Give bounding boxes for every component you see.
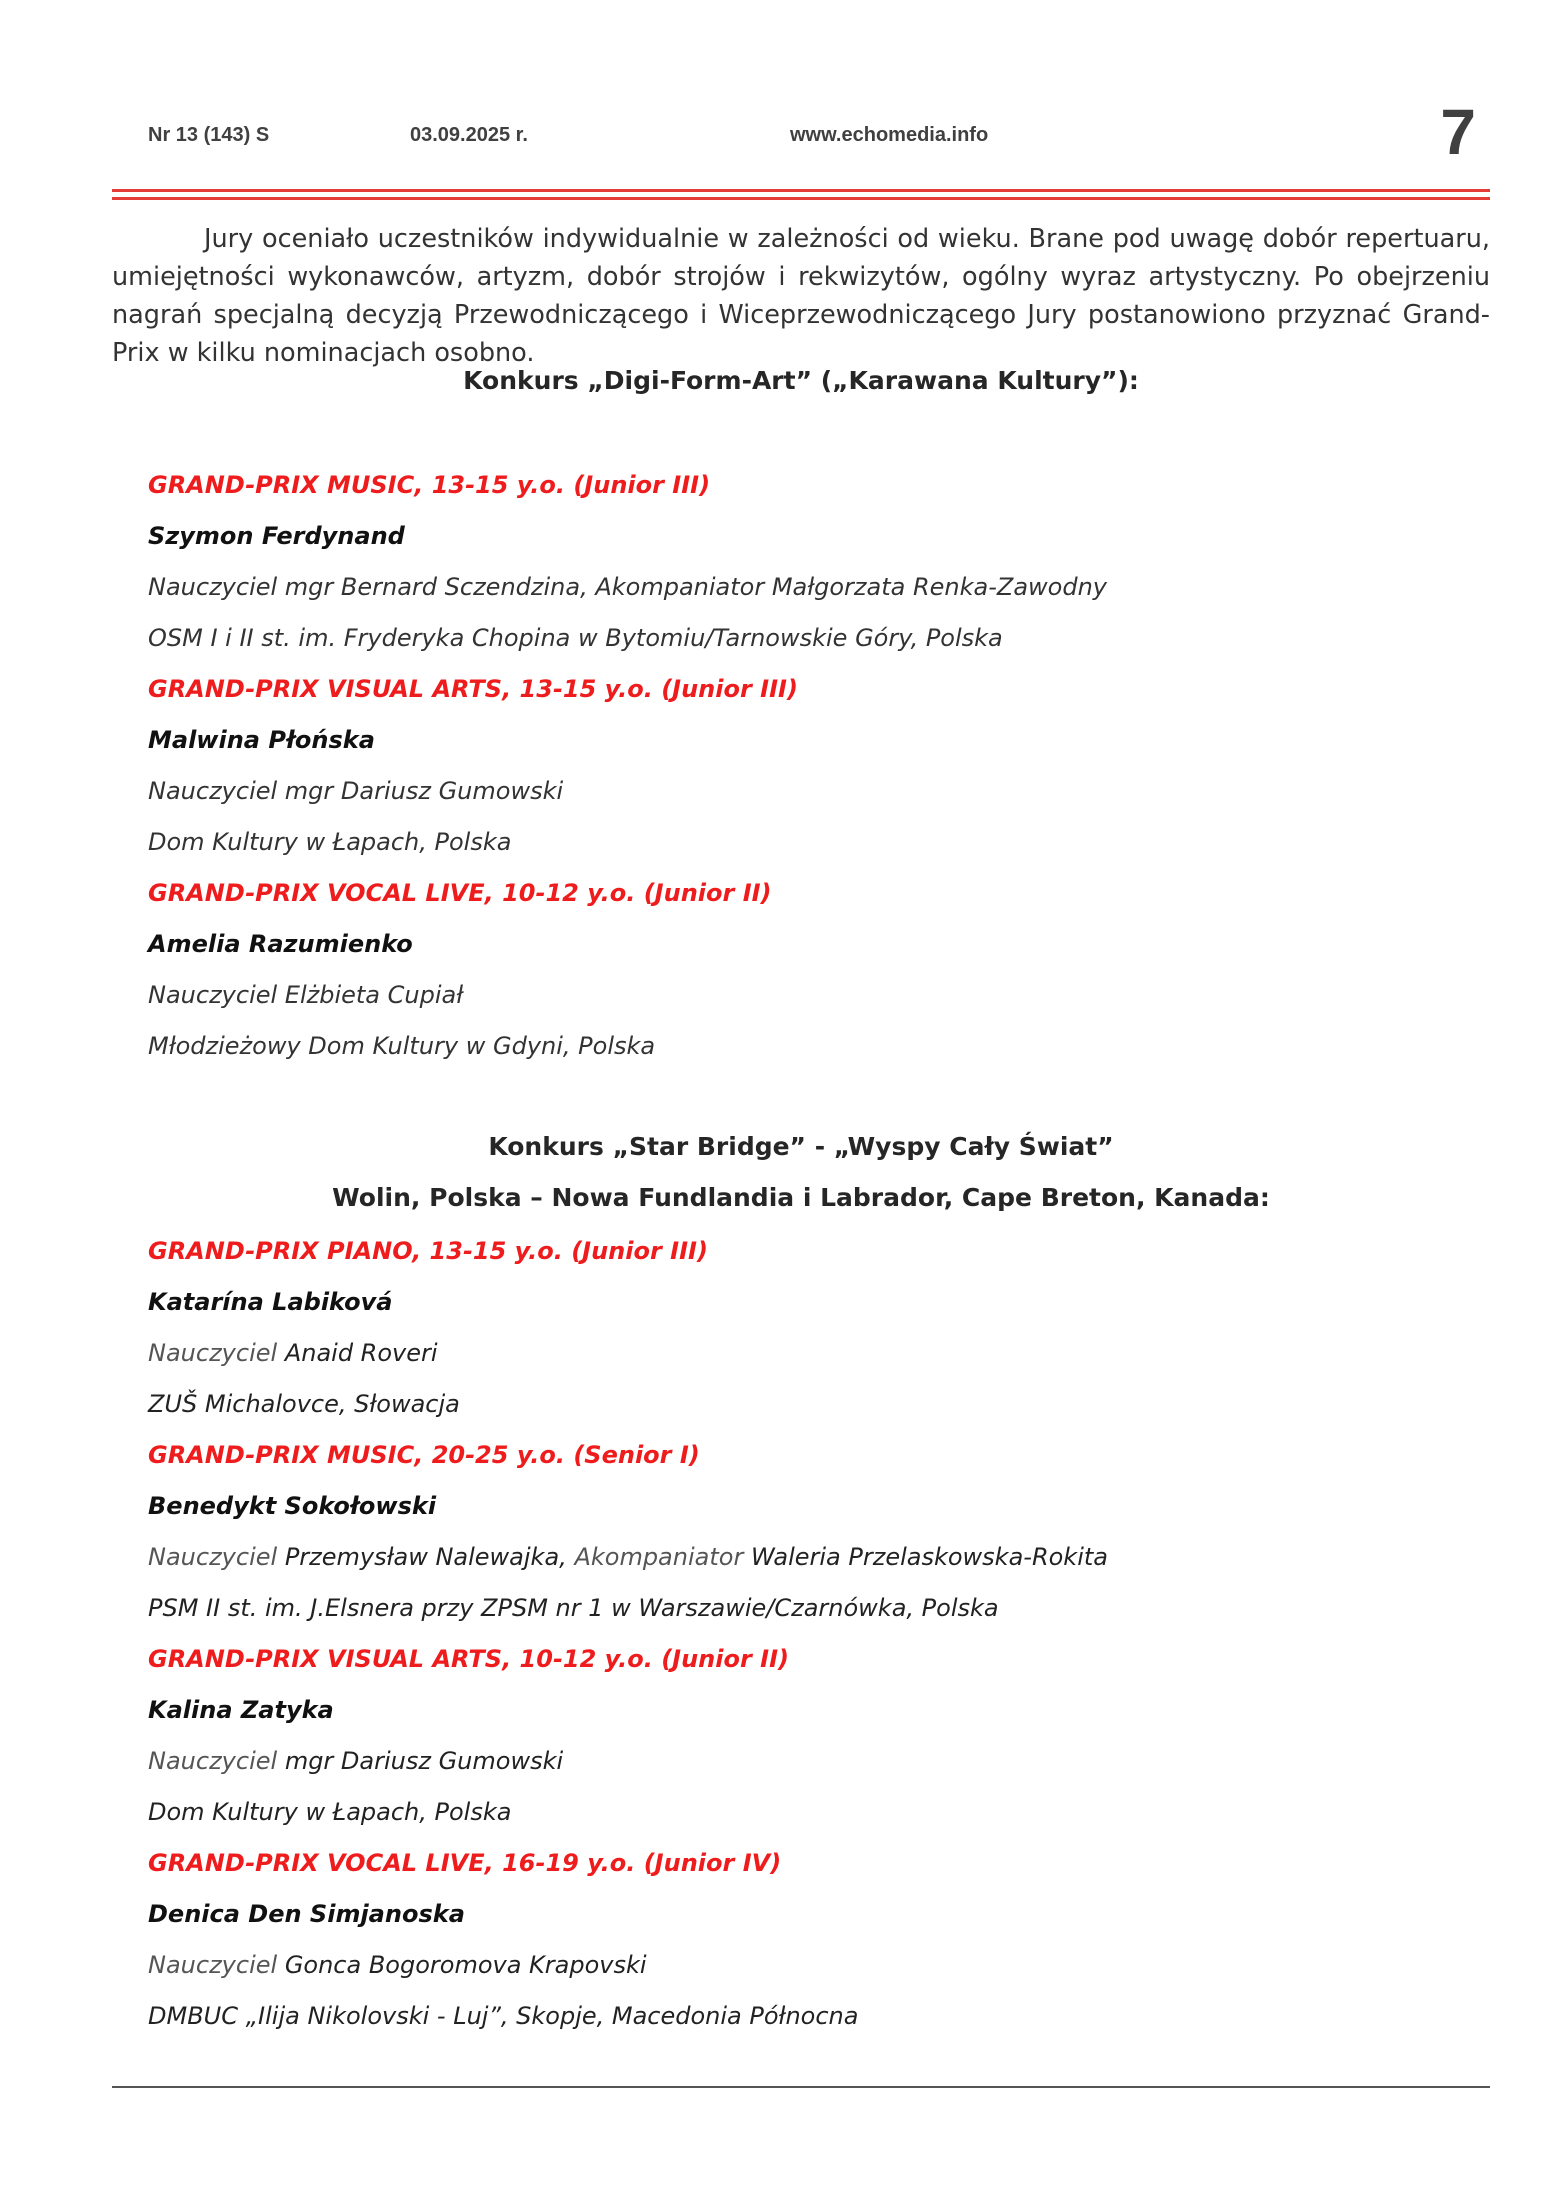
- school-line: Dom Kultury w Łapach, Polska: [148, 1798, 512, 1826]
- section-heading-star-bridge: Konkurs „Star Bridge” - „Wyspy Cały Świat”: [488, 1132, 1114, 1161]
- school-line: Młodzieżowy Dom Kultury w Gdyni, Polska: [148, 1032, 656, 1060]
- award-title: GRAND-PRIX VISUAL ARTS, 10-12 y.o. (Junior II): [148, 1645, 789, 1673]
- teacher-name: Przemysław Nalewajka,: [284, 1543, 567, 1571]
- issue-number: Nr 13 (143) S: [148, 124, 270, 146]
- teacher-line: [148, 1940, 1488, 1991]
- award-title: GRAND-PRIX VISUAL ARTS, 13-15 y.o. (Junior III): [148, 675, 798, 703]
- teacher-label: Nauczyciel: [148, 1339, 278, 1367]
- section-heading-digi-form-art: Konkurs „Digi-Form-Art” („Karawana Kultury”):: [463, 366, 1139, 395]
- winner-name: Denica Den Simjanoska: [148, 1900, 465, 1928]
- teacher-label: Nauczyciel: [148, 1543, 278, 1571]
- winner-name: Amelia Razumienko: [148, 930, 413, 958]
- school-line: OSM I i II st. im. Fryderyka Chopina w Bytomiu/Tarnowskie Góry, Polska: [148, 624, 1003, 652]
- winner-name: Katarína Labiková: [148, 1288, 393, 1316]
- teacher-line: Nauczyciel mgr Dariusz Gumowski: [148, 777, 564, 805]
- teacher-line: Nauczyciel mgr Bernard Sczendzina, Akompaniator Małgorzata Renka-Zawodny: [148, 573, 1107, 601]
- winner-name: Szymon Ferdynand: [148, 522, 405, 550]
- teacher-line: [148, 1532, 1488, 1583]
- intro-paragraph: Jury oceniało uczestników indywidualnie w zależności od wieku. Brane pod uwagę dobór repertuaru, umiejętności wykonawców, artyzm, dobór strojów i rekwizytów, ogólny wyraz artystyczny. Po obejrzeniu nagrań specjalną decyzją Przewodniczącego i Wiceprzewodniczącego Jury postanowiono przyznać Grand-Prix w kilku nominacjach osobno.: [112, 224, 1490, 368]
- footer-rule: [112, 2086, 1490, 2088]
- school-line: DMBUC „Ilija Nikolovski - Luj”, Skopje, Macedonia Północna: [148, 2002, 859, 2030]
- teacher-label: Nauczyciel: [148, 1951, 278, 1979]
- award-title: GRAND-PRIX PIANO, 13-15 y.o. (Junior III): [148, 1237, 708, 1265]
- winner-name: Malwina Płońska: [148, 726, 375, 754]
- accompanist-label: Akompaniator: [574, 1543, 744, 1571]
- award-list-star-bridge: [148, 1226, 1488, 2042]
- teacher-name: mgr Dariusz Gumowski: [284, 1747, 564, 1775]
- award-title: GRAND-PRIX VOCAL LIVE, 10-12 y.o. (Junior II): [148, 879, 772, 907]
- award-title: GRAND-PRIX MUSIC, 13-15 y.o. (Junior III): [148, 471, 711, 499]
- issue-date: 03.09.2025 r.: [410, 124, 528, 146]
- section-subheading-locations: Wolin, Polska – Nowa Fundlandia i Labrador, Cape Breton, Kanada:: [332, 1183, 1270, 1212]
- award-title: GRAND-PRIX VOCAL LIVE, 16-19 y.o. (Junior IV): [148, 1849, 782, 1877]
- accompanist-name: Waleria Przelaskowska-Rokita: [750, 1543, 1108, 1571]
- teacher-line: Nauczyciel Elżbieta Cupiał: [148, 981, 464, 1009]
- teacher-line: [148, 1328, 1488, 1379]
- header-rule-bottom: [112, 197, 1490, 200]
- school-line: PSM II st. im. J.Elsnera przy ZPSM nr 1 w Warszawie/Czarnówka, Polska: [148, 1594, 999, 1622]
- teacher-label: Nauczyciel: [148, 1747, 278, 1775]
- award-list-digi-form-art: [148, 460, 1488, 1072]
- school-line: Dom Kultury w Łapach, Polska: [148, 828, 512, 856]
- teacher-name: Anaid Roveri: [284, 1339, 438, 1367]
- school-line: ZUŠ Michalovce, Słowacja: [148, 1390, 460, 1418]
- page-number: 7: [1440, 96, 1476, 168]
- website-url[interactable]: www.echomedia.info: [790, 124, 989, 146]
- award-title: GRAND-PRIX MUSIC, 20-25 y.o. (Senior I): [148, 1441, 700, 1469]
- header-rule-top: [112, 189, 1490, 192]
- teacher-name: Gonca Bogoromova Krapovski: [284, 1951, 647, 1979]
- winner-name: Benedykt Sokołowski: [148, 1492, 437, 1520]
- teacher-line: [148, 1736, 1488, 1787]
- winner-name: Kalina Zatyka: [148, 1696, 334, 1724]
